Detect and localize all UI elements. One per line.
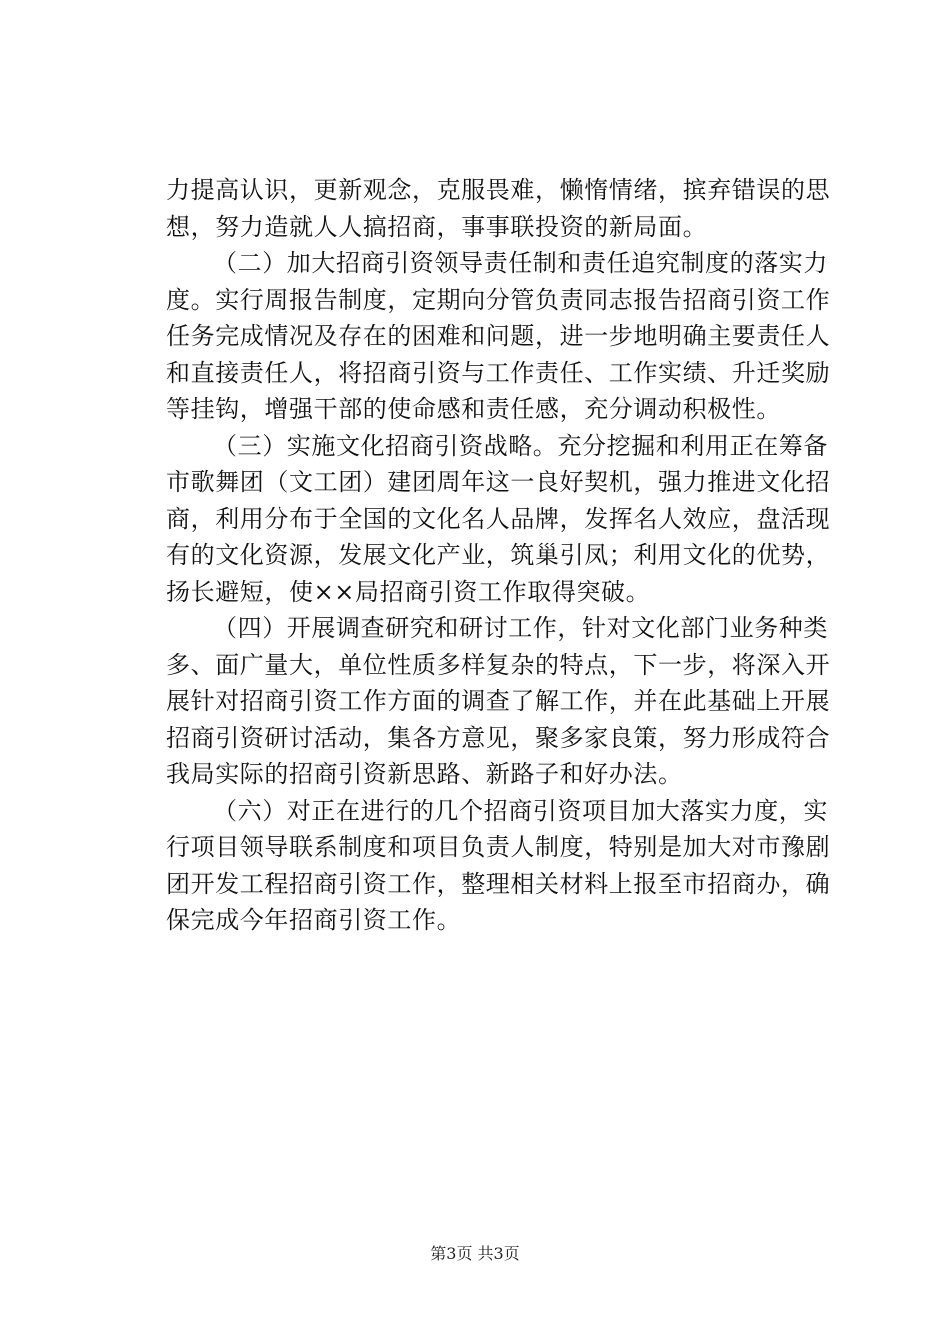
text-line: 力提高认识，更新观念，克服畏难，懒惰情绪，摈弃错误的思 [166, 176, 831, 204]
text-line: 行项目领导联系制度和项目负责人制度，特别是加大对市豫剧 [166, 833, 831, 861]
text-line: 市歌舞团（文工团）建团周年这一良好契机，强力推进文化招 [166, 468, 831, 496]
text-line: （三）实施文化招商引资战略。充分挖掘和利用正在筹备 [213, 431, 828, 460]
text-line: 等挂钩，增强干部的使命感和责任感，充分调动积极性。 [166, 395, 781, 423]
text-line: （二）加大招商引资领导责任制和责任追究制度的落实力 [213, 249, 828, 277]
text-line: 和直接责任人，将招商引资与工作责任、工作实绩、升迁奖励 [166, 358, 831, 387]
document-body [166, 172, 831, 939]
text-line: 我局实际的招商引资新思路、新路子和好办法。 [166, 760, 683, 788]
text-line: 有的文化资源，发展文化产业，筑巢引凤；利用文化的优势， [166, 541, 831, 569]
text-line: 展针对招商引资工作方面的调查了解工作，并在此基础上开展 [166, 687, 831, 715]
text-line: 扬长避短，使××局招商引资工作取得突破。 [166, 577, 651, 606]
page-number-footer: 第3页 共3页 [430, 1244, 520, 1263]
text-line: （六）对正在进行的几个招商引资项目加大落实力度，实 [213, 796, 828, 825]
text-line: 想，努力造就人人搞招商，事事联投资的新局面。 [166, 212, 708, 241]
text-line: 度。实行周报告制度，定期向分管负责同志报告招商引资工作 [166, 285, 831, 314]
text-line: 团开发工程招商引资工作，整理相关材料上报至市招商办，确 [166, 869, 831, 898]
text-line: 多、面广量大，单位性质多样复杂的特点，下一步，将深入开 [166, 650, 831, 679]
text-line: 商，利用分布于全国的文化名人品牌，发挥名人效应，盘活现 [166, 504, 831, 533]
text-line: （四）开展调查研究和研讨工作，针对文化部门业务种类 [213, 614, 828, 642]
text-line: 保完成今年招商引资工作。 [166, 906, 462, 934]
text-line: 招商引资研讨活动，集各方意见，聚多家良策，努力形成符合 [166, 723, 831, 752]
text-line: 任务完成情况及存在的困难和问题，进一步地明确主要责任人 [166, 322, 831, 350]
